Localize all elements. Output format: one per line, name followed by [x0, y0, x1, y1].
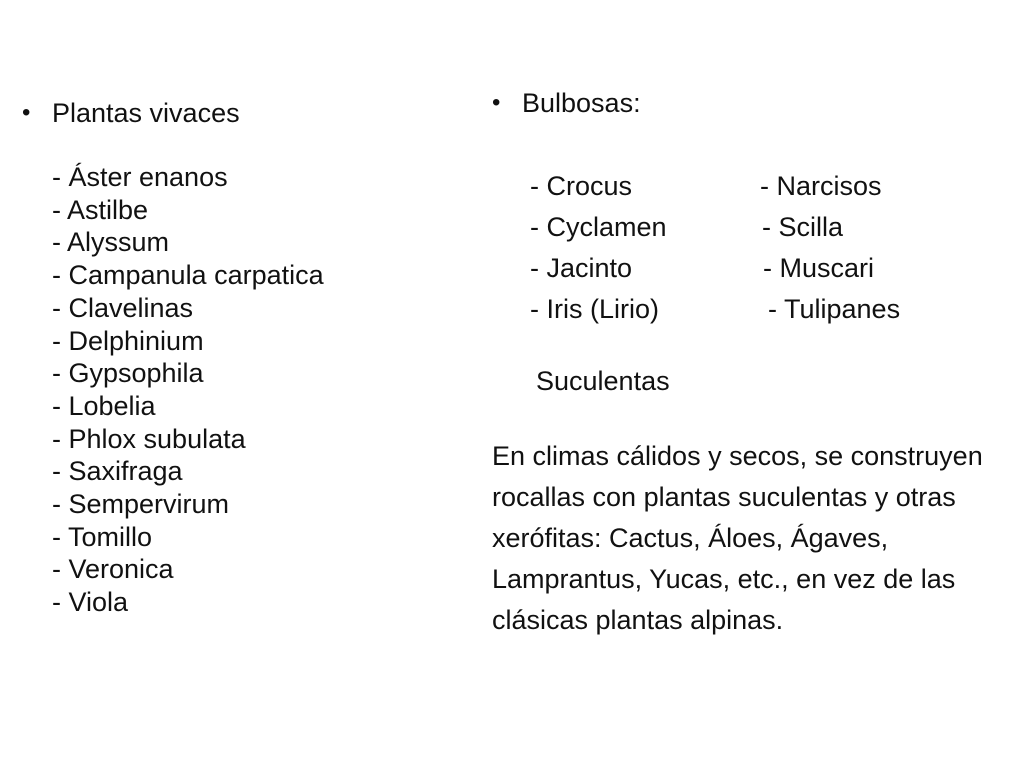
bullet-dot-icon: • — [492, 89, 501, 116]
suculentas-paragraph: En climas cálidos y secos, se construyen rocallas con plantas suculentas y otras xerófitas: Cactus, Áloes, Ágaves, Lamprantus, Yucas, etc., en vez de las clásicas plantas alpinas. — [492, 441, 983, 635]
list-item: - Alyssum — [52, 227, 170, 258]
list-item: - Veronica — [52, 554, 174, 585]
bulb-row — [530, 207, 1012, 248]
bulb-row — [530, 289, 1012, 330]
left-column — [22, 96, 462, 619]
bulb-item: - Muscari — [763, 253, 875, 283]
list-item: - Viola — [52, 587, 129, 618]
list-item: - Delphinium — [52, 325, 204, 356]
bullet-dot-icon: • — [22, 99, 31, 126]
vivaces-heading — [22, 96, 462, 130]
bulbosas-heading — [492, 86, 1012, 120]
bulbosas-list — [492, 166, 1012, 330]
list-item: - Astilbe — [52, 194, 149, 225]
bulb-item: - Crocus — [530, 171, 633, 201]
list-item: - Saxifraga — [52, 456, 183, 487]
suculentas-heading: Suculentas — [536, 366, 670, 396]
bulb-item: - Tulipanes — [768, 294, 901, 324]
right-column — [492, 86, 1012, 641]
vivaces-list — [22, 161, 462, 619]
bulb-item: - Cyclamen — [530, 212, 667, 242]
bulb-row — [530, 166, 1012, 207]
list-item: - Áster enanos — [52, 162, 228, 192]
list-item: - Tomillo — [52, 521, 153, 552]
list-item: - Gypsophila — [52, 358, 204, 389]
bulb-row — [530, 248, 1012, 289]
bulbosas-heading-text: Bulbosas: — [522, 88, 641, 118]
list-item: - Phlox subulata — [52, 423, 246, 454]
list-item: - Sempervirum — [52, 489, 230, 520]
bulb-item: - Jacinto — [530, 253, 633, 283]
list-item: - Clavelinas — [52, 292, 194, 323]
list-item: - Lobelia — [52, 390, 156, 421]
list-item: - Campanula carpatica — [52, 260, 324, 291]
bulb-item: - Iris (Lirio) — [530, 294, 659, 324]
vivaces-heading-text: Plantas vivaces — [52, 98, 240, 128]
bulb-item: - Scilla — [762, 212, 844, 242]
bulb-item: - Narcisos — [760, 171, 882, 201]
